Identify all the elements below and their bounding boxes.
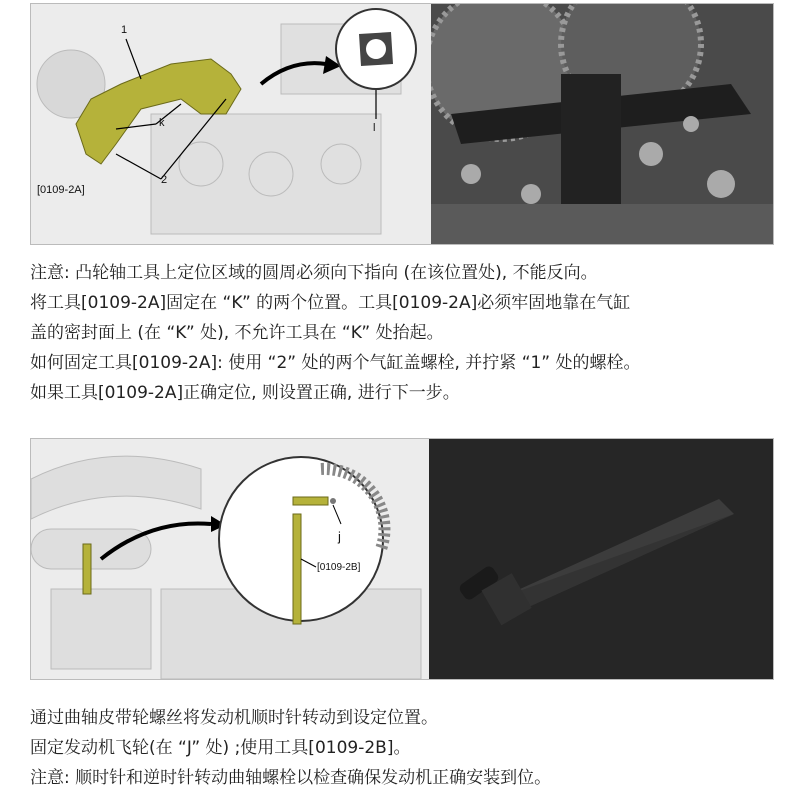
note-line: 盖的密封面上 (在 “K” 处), 不允许工具在 “K” 处抬起。 — [30, 323, 444, 343]
camshaft-photo — [431, 4, 773, 244]
flywheel-tool-diagram — [31, 439, 429, 679]
flywheel-instructions — [30, 703, 551, 793]
note-line: 固定发动机飞轮(在 “J” 处) ;使用工具[0109-2B]。 — [30, 738, 411, 758]
note-line: 通过曲轴皮带轮螺丝将发动机顺时针转动到设定位置。 — [30, 708, 438, 728]
note-line: 如何固定工具[0109-2A]: 使用 “2” 处的两个气缸盖螺栓, 并拧紧 “1” 处的螺栓。 — [30, 353, 641, 373]
callout-1: 1 — [121, 24, 128, 36]
tool-label-0109-2a: [0109-2A] — [37, 184, 85, 196]
note-line: 注意: 凸轮轴工具上定位区域的圆周必须向下指向 (在该位置处), 不能反向。 — [30, 263, 598, 283]
callout-k: k — [159, 117, 165, 129]
note-line: 注意: 顺时针和逆时针转动曲轴螺栓以检查确保发动机正确安装到位。 — [30, 768, 552, 788]
callout-j: j — [338, 529, 341, 544]
tool-label-0109-2b: [0109-2B] — [317, 562, 361, 573]
flywheel-tool-photo — [429, 439, 773, 679]
callout-l: l — [373, 122, 376, 134]
callout-2: 2 — [161, 174, 168, 186]
note-line: 如果工具[0109-2A]正确定位, 则设置正确, 进行下一步。 — [30, 383, 460, 403]
camshaft-tool-diagram — [31, 4, 431, 244]
camshaft-instructions — [30, 258, 641, 408]
camshaft-figure — [30, 3, 774, 245]
flywheel-figure — [30, 438, 774, 680]
note-line: 将工具[0109-2A]固定在 “K” 的两个位置。工具[0109-2A]必须牢固地靠在气缸 — [30, 293, 631, 313]
